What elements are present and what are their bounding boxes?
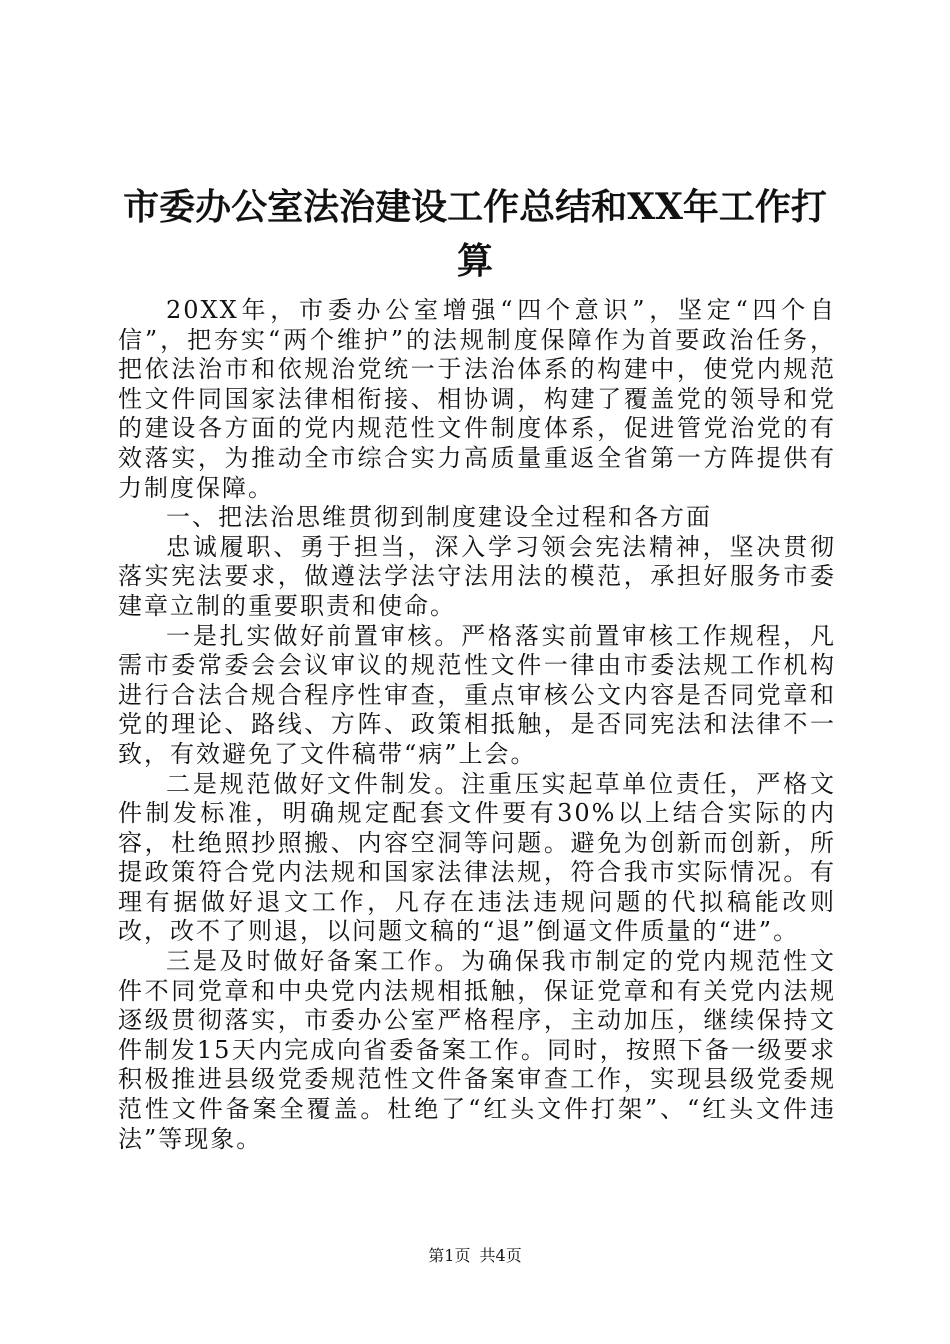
page-total: 共4页 — [479, 1246, 522, 1265]
document-title: 市委办公室法治建设工作总结和XX年工作打算 — [123, 186, 827, 282]
document-body — [118, 296, 836, 1154]
page-number: 第1页 — [428, 1246, 471, 1265]
item-paragraph-3: 三是及时做好备案工作。为确保我市制定的党内规范性文件不同党章和中央党内法规相抵触，保证党章和有关党内法规逐级贯彻落实，市委办公室严格程序，主动加压，继续保持文件制发15天内完成向省委备案工作。同时，按照下备一级要求积极推进县级党委规范性文件备案审查工作，实现县级党委规范性文件备案全覆盖。杜绝了“红头文件打架”、“红头文件违法”等现象。 — [118, 947, 836, 1153]
page-footer — [0, 1246, 950, 1266]
item-paragraph-2: 二是规范做好文件制发。注重压实起草单位责任，严格文件制发标准，明确规定配套文件要有30%以上结合实际的内容，杜绝照抄照搬、内容空洞等问题。避免为创新而创新，所提政策符合党内法规和国家法律法规，符合我市实际情况。有理有据做好退文工作，凡存在违法违规问题的代拟稿能改则改，改不了则退，以问题文稿的“退”倒逼文件质量的“进”。 — [118, 769, 836, 946]
item-paragraph-1: 一是扎实做好前置审核。严格落实前置审核工作规程，凡需市委常委会会议审议的规范性文件一律由市委法规工作机构进行合法合规合程序性审查，重点审核公文内容是否同党章和党的理论、路线、方阵、政策相抵触，是否同宪法和法律不一致，有效避免了文件稿带“病”上会。 — [118, 621, 836, 768]
intro-paragraph: 20XX年，市委办公室增强“四个意识”，坚定“四个自信”，把夯实“两个维护”的法规制度保障作为首要政治任务，把依法治市和依规治党统一于法治体系的构建中，使党内规范性文件同国家法律相衔接、相协调，构建了覆盖党的领导和党的建设各方面的党内规范性文件制度体系，促进管党治党的有效落实，为推动全市综合实力高质量重返全省第一方阵提供有力制度保障。 — [118, 296, 836, 502]
section-paragraph: 忠诚履职、勇于担当，深入学习领会宪法精神，坚决贯彻落实宪法要求，做遵法学法守法用法的模范，承担好服务市委建章立制的重要职责和使命。 — [118, 532, 836, 620]
section-heading: 一、把法治思维贯彻到制度建设全过程和各方面 — [166, 503, 712, 532]
